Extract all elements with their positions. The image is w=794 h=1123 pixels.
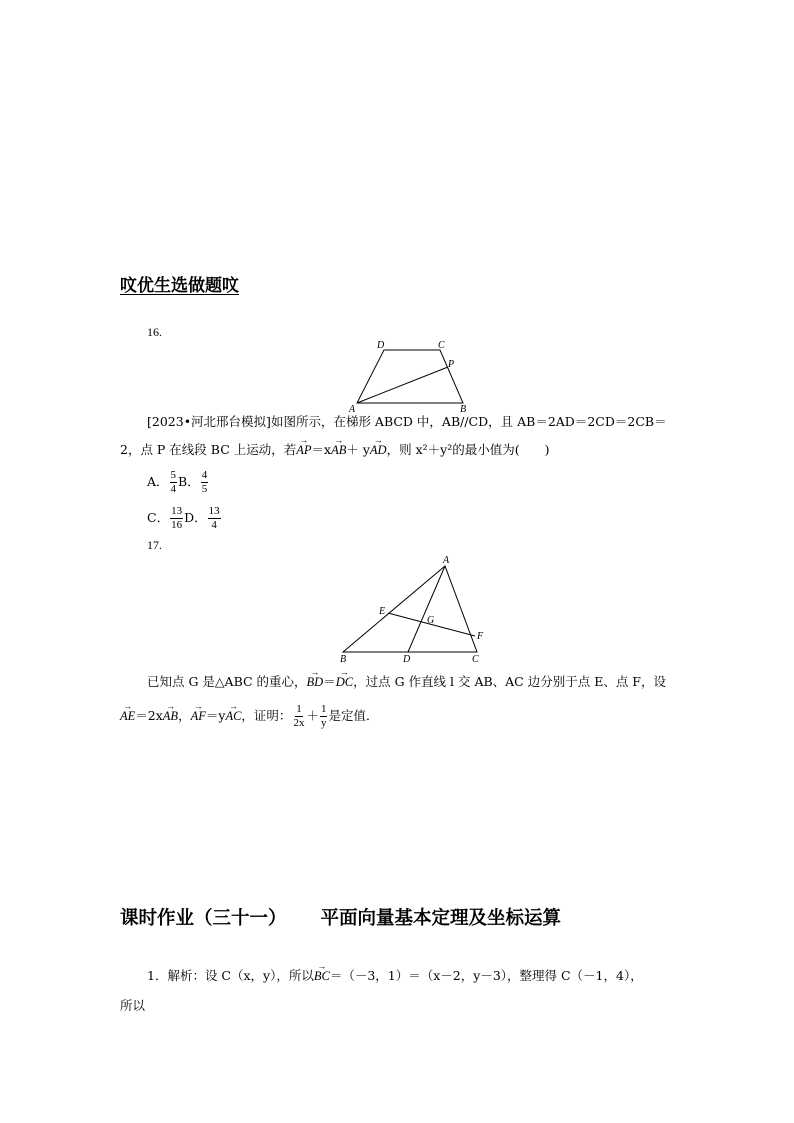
- section-heading: 呅优生选做题呅: [120, 276, 239, 296]
- label-g: G: [427, 615, 435, 626]
- option-b-fraction: [201, 469, 209, 496]
- label-a: A: [349, 404, 356, 414]
- vector-bd: → BD: [307, 672, 324, 692]
- fraction-1-numerator: 1: [296, 703, 302, 715]
- answer-1-suffix: ＝（－3，1）＝（x－2，y－3），整理得 C（－1，4），: [329, 968, 643, 983]
- label-p: P: [448, 359, 455, 370]
- trapezoid-figure: [345, 336, 485, 414]
- option-d-label: D．: [184, 510, 207, 525]
- vector-dc: → DC: [336, 672, 353, 692]
- option-c-denominator: 16: [171, 519, 183, 531]
- segment-ap: [357, 367, 448, 403]
- trapezoid-lines: [357, 350, 463, 403]
- q16-plus: ＋ y: [346, 442, 370, 457]
- fraction-one-over-y: [320, 703, 328, 730]
- q17-prove-label: ，证明：: [241, 708, 292, 723]
- option-c-label: C．: [147, 510, 170, 525]
- question-17-number: 17.: [147, 538, 162, 552]
- triangle-outline: [343, 566, 477, 652]
- chapter-title: [120, 904, 561, 930]
- option-b-label: B．: [178, 474, 200, 489]
- label-e: E: [379, 606, 386, 617]
- triangle-figure: [335, 552, 495, 664]
- vector-ae: → AE: [120, 706, 135, 726]
- q17-eq1: ＝2x: [135, 708, 163, 723]
- label-d: D: [377, 340, 385, 351]
- vector-af: → AF: [191, 706, 206, 726]
- option-a-label: A．: [147, 474, 169, 489]
- option-d-fraction: [208, 505, 221, 532]
- question-16-number: 16.: [147, 325, 162, 339]
- chapter-title-number: 课时作业（三十一）: [120, 908, 287, 929]
- fraction-one-over-2x: [292, 703, 305, 730]
- vector-ap: → AP: [296, 440, 311, 460]
- fraction-1-denominator: 2x: [293, 717, 305, 729]
- label-d: D: [403, 654, 411, 664]
- option-row-cd: [147, 505, 222, 532]
- question-16-text-line-1: [2023•河北邢台模拟]如图所示，在梯形 ABCD 中，AB∕∕CD，且 AB＝2AD＝2CD＝2CB＝: [147, 414, 667, 429]
- q17-line2-suffix: 是定值．: [328, 708, 379, 723]
- q17-sep: ，: [178, 708, 191, 723]
- answer-1-prefix: 1．解析：设 C（x，y），所以: [147, 968, 314, 983]
- fraction-2-numerator: 1: [320, 703, 327, 715]
- option-c-numerator: 13: [171, 505, 183, 517]
- q17-plus: ＋: [306, 708, 319, 723]
- answer-1-line-1: [147, 966, 643, 986]
- vector-bc: → BC: [314, 966, 330, 986]
- label-b: B: [340, 654, 347, 664]
- option-row-ab: [147, 469, 209, 496]
- option-d-numerator: 13: [208, 505, 220, 517]
- option-d-denominator: 4: [211, 519, 217, 531]
- answer-1-line-2: 所以: [120, 998, 146, 1013]
- trapezoid-outline: [357, 350, 463, 403]
- option-a-numerator: 5: [170, 469, 177, 481]
- q17-line1-prefix: 已知点 G 是△ABC 的重心，: [147, 674, 307, 689]
- triangle-lines: [343, 566, 477, 652]
- option-a-denominator: 4: [170, 483, 177, 495]
- vector-ab: → AB: [331, 440, 346, 460]
- q17-line1-suffix: ，过点 G 作直线 l 交 AB、AC 边分别于点 E、点 F，设: [353, 674, 666, 689]
- vector-ab: → AB: [163, 706, 178, 726]
- median-ad: [408, 566, 445, 652]
- label-c: C: [472, 654, 479, 664]
- label-c: C: [438, 340, 445, 351]
- fraction-2-denominator: y: [320, 717, 327, 729]
- option-c-fraction: [170, 505, 183, 532]
- option-b-denominator: 5: [201, 483, 208, 495]
- option-a-fraction: [170, 469, 178, 496]
- q17-eq2: ＝y: [205, 708, 226, 723]
- vector-ac: → AC: [225, 706, 241, 726]
- q17-eq: ＝: [323, 674, 336, 689]
- q16-line2-prefix: 2，点 P 在线段 BC 上运动，若: [120, 442, 297, 457]
- chapter-title-topic: 平面向量基本定理及坐标运算: [320, 908, 562, 929]
- q16-eq: ＝x: [311, 442, 332, 457]
- label-f: F: [477, 631, 484, 642]
- question-16-text-line-2: [120, 440, 549, 460]
- question-17-text-line-2: [120, 703, 378, 730]
- label-b: B: [460, 404, 467, 414]
- option-b-numerator: 4: [201, 469, 208, 481]
- label-a: A: [443, 555, 450, 566]
- q16-line2-suffix: ，则 x²＋y²的最小值为( ): [386, 442, 550, 457]
- question-17-text-line-1: [147, 672, 666, 692]
- vector-ad: → AD: [370, 440, 387, 460]
